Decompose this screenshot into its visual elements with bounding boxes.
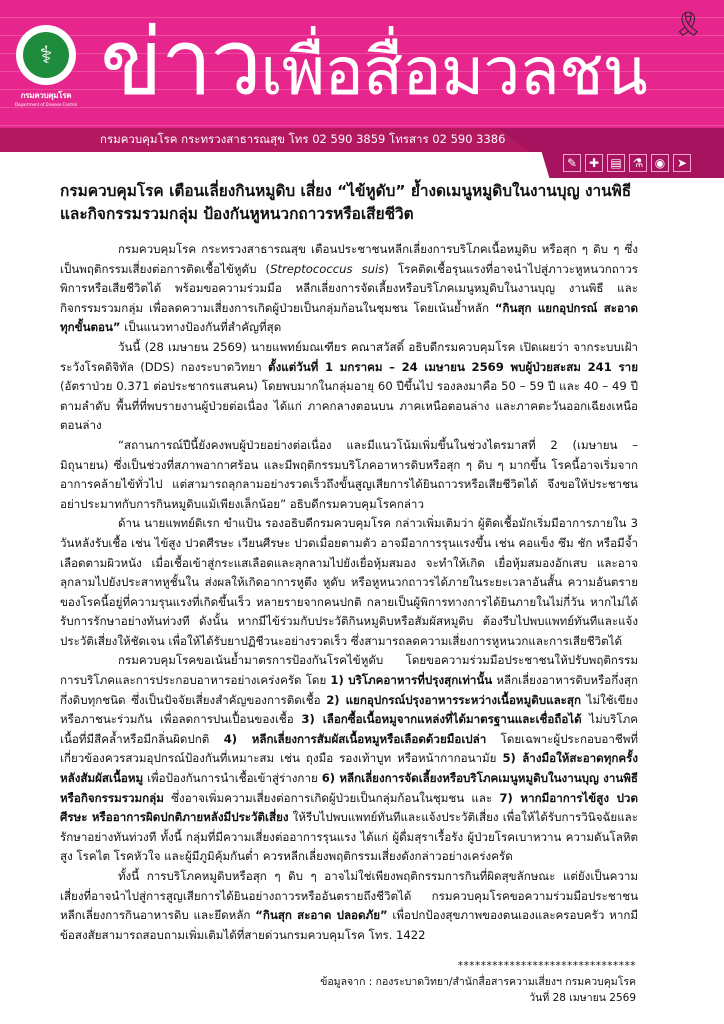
measure-3-text: ไม่บริโภคเนื้อที่มีสีคล้ำหรือมีกลิ่นผิดปกติ [60,712,638,746]
mourning-ribbon-icon: 🎗 [673,10,704,38]
case-count-highlight: ตั้งแต่วันที่ 1 มกราคม – 24 เมษายน 2569 พบผู้ป่วยสะสม 241 ราย [268,359,638,374]
article-headline: กรมควบคุมโรค เตือนเลี่ยงกินหมูดิบ เสี่ยง “ไข้หูดับ” ย้ำงดเมนูหมูดิบในงานบุญ งานพิธี และกิจกรรมรวมกลุ่ม ป้องกันหูหนวกถาวรหรือเสียชีวิต [60,182,632,223]
p6-text-a: ทั้งนี้ การบริโภคหมูดิบหรือสุก ๆ ดิบ ๆ อาจไม่ใช่เพียงพฤติกรรมการกินที่ผิดสุขลักษณะ แต่ยังเป็นความเสี่ยงที่อาจนำไปสู่การสูญเสียการได้ยินอย่างถาวรหรืออันตรายถึงชีวิตได้ กรมควบคุมโรคขอความร่วมมือประชาชนหลีกเลี่ยงการกินอาหารดิบ และยึดหลัก [60,869,638,923]
paragraph-5 [60,651,638,867]
medical-cross-icon: ✚ [585,154,603,172]
measure-4-text: โดยเฉพาะผู้ประกอบอาชีพที่เกี่ยวข้องควรสวมอุปกรณ์ป้องกันที่เหมาะสม เช่น ถุงมือ รองเท้าบูท หรือหน้ากากอนามัย [60,731,638,766]
slogan-2: “กินสุก สะอาด ปลอดภัย” [255,908,388,923]
paragraph-3: “สถานการณ์ปีนี้ยังคงพบผู้ป่วยอย่างต่อเนื่อง และมีแนวโน้มเพิ่มขึ้นในช่วงไตรมาสที่ 2 (เมษายน – มิถุนายน) ซึ่งเป็นช่วงที่สภาพอากาศร้อน และมีพฤติกรรมบริโภคอาหารดิบหรือสุก ๆ ดิบ ๆ มากขึ้น โรคนี้อาจเริ่มจากอาการคล้ายไข้ทั่วไป แต่สามารถลุกลามอย่างรวดเร็วถึงขั้นสูญเสียการได้ยินถาวรหรือเสียชีวิตได้ จึงขอให้ประชาชนอย่าประมาทกับการกินหมูดิบแม้เพียงเล็กน้อย” อธิบดีกรมควบคุมโรคกล่าว [60,437,638,511]
measure-6: 6) หลีกเลี่ยงการจัดเลี้ยงหรือบริโภคเมนูหมูดิบในงานบุญ งานพิธี หรือกิจกรรมรวมกลุ่ม [60,771,638,805]
speech-bubble-icon: ◉ [651,154,669,172]
divider-wedge [0,152,560,178]
logo-dept-th: กรมควบคุมโรค [20,91,72,100]
paragraph-2 [60,338,638,436]
page-title [100,8,647,127]
species-name: Streptococcus suis [270,261,385,276]
ministry-logo [12,25,80,113]
measure-5: 5) ล้างมือให้สะอาดทุกครั้งหลังสัมผัสเนื้อหมู [60,751,639,786]
p1-text-c: เป็นแนวทางป้องกันที่สำคัญที่สุด [120,320,282,335]
title-rest: เพื่อสื่อมวลชน [260,33,647,110]
measure-7: 7) หากมีอาการไข้สูง ปวดศีรษะ หรืออาการผิดปกติภายหลังมีประวัติเสี่ยง [60,790,638,825]
title-main: ข่าว [100,9,261,116]
measure-6-text: ซึ่งอาจเพิ่มความเสี่ยงต่อการเกิดผู้ป่วยเป็นกลุ่มก้อนในชุมชน และ [163,790,500,805]
measure-3: 3) เลือกซื้อเนื้อหมูจากแหล่งที่ได้มาตรฐานและเชื่อถือได้ [301,712,582,727]
p1-text-a: กรมควบคุมโรค กระทรวงสาธารณสุข เตือนประชาชนหลีกเลี่ยงการบริโภคเนื้อหมูดิบ หรือสุก ๆ ดิบ ๆ ซึ่งเป็นพฤติกรรมเสี่ยงต่อการติดเชื้อไข้หูดับ ( [60,242,638,276]
measure-2-text: ไม่ใช้เขียงหรือภาชนะร่วมกัน เพื่อลดการปนเปื้อนของเชื้อ [60,692,638,727]
slogan-1: “กินสุก แยกอุปกรณ์ สะอาดทุกขั้นตอน” [60,300,639,335]
icon-strip [563,154,691,172]
measure-5-text: เพื่อป้องกันการนำเชื้อเข้าสู่ร่างกาย [143,771,322,786]
release-date: วันที่ 28 เมษายน 2569 [529,992,636,1004]
paragraph-4: ด้าน นายแพทย์ดิเรก ขำแป้น รองอธิบดีกรมควบคุมโรค กล่าวเพิ่มเติมว่า ผู้ติดเชื้อมักเริ่มมีอาการภายใน 3 วันหลังรับเชื้อ เช่น ไข้สูง ปวดศีรษะ เวียนศีรษะ ปวดเมื่อยตามตัว อาจมีอาการรุนแรงขึ้น เช่น คอแข็ง ซึม ชัก หรือมีจ้ำเลือดตามผิวหนัง เมื่อเชื้อเข้าสู่กระแสเลือดและลุกลามไปยังเยื่อหุ้มสมอง จะทำให้เกิด เยื่อหุ้มสมองอักเสบ และอาจลุกลามไปยังประสาทหูชั้นใน ส่งผลให้เกิดอาการหูตึง หูดับ หรือหูหนวกถาวรได้ภายในระยะเวลาอันสั้น ความอันตรายของโรคนี้อยู่ที่ความรุนแรงที่เกิดขึ้นเร็ว หลายรายจากคนปกติ กลายเป็นผู้พิการทางการได้ยินภายในไม่กี่วัน หากไม่ได้รับการรักษาอย่างทันท่วงที ดังนั้น หากมีไข้ร่วมกับประวัติกินหมูดิบหรือสัมผัสหมูดิบ ต้องรีบไปพบแพทย์ทันทีและแจ้งประวัติเสี่ยงให้ชัดเจน เพื่อให้ได้รับยาปฏิชีวนะอย่างรวดเร็ว ซึ่งสามารถลดความเสี่ยงการหูหนวกและการเสียชีวิตได้ [60,516,638,648]
measure-1-text: หลีกเลี่ยงอาหารดิบหรือกึ่งสุกกึ่งดิบทุกชนิด ซึ่งเป็นปัจจัยเสี่ยงสำคัญของการติดเชื้อ [60,673,638,707]
measure-7-text: ให้รีบไปพบแพทย์ทันทีและแจ้งประวัติเสี่ยง เพื่อให้ได้รับการวินิจฉัยและรักษาอย่างทันท่วงที ทั้งนี้ กลุ่มที่มีความเสี่ยงต่ออาการรุนแรง ได้แก่ ผู้ดื่มสุราเรื้อรัง ผู้ป่วยโรคเบาหวาน ความดันโลหิตสูง โรคไต โรคหัวใจ และผู้มีภูมิคุ้มกันต่ำ ควรหลีกเลี่ยงพฤติกรรมเสี่ยงดังกล่าวอย่างเคร่งครัด [60,810,638,864]
p5-intro: กรมควบคุมโรคขอเน้นย้ำมาตรการป้องกันโรคไข้หูดับ โดยขอความร่วมมือประชาชนให้ปรับพฤติกรรมการบริโภคและการประกอบอาหารอย่างเคร่งครัด โดย [60,653,638,688]
article-footer [320,958,636,1006]
caduceus-icon: ⚕ [23,32,69,78]
logo-dept-en: Department of Disease Control [14,102,78,107]
paragraph-6 [60,867,638,945]
separator-stars: ******************************* [457,960,636,972]
paragraph-1 [60,240,638,338]
megaphone-icon: ➤ [673,154,691,172]
seal [16,25,76,85]
p1-text-b: ) โรคติดเชื้อรุนแรงที่อาจนำไปสู่ภาวะหูหนวกถาวร พิการหรือเสียชีวิตได้ พร้อมขอความร่วมมือ หลีกเลี่ยงการจัดเลี้ยงหรือบริโภคเมนูหมูดิบในงานบุญ งานพิธี และกิจกรรมรวมกลุ่ม เพื่อลดความเสี่ยงการเกิดผู้ป่วยเป็นกลุ่มก้อนในชุมชน โดยเน้นย้ำหลัก [60,261,638,315]
syringe-icon: ✎ [563,154,581,172]
p2-text-a: วันนี้ (28 เมษายน 2569) นายแพทย์มณเฑียร คณาสวัสดิ์ อธิบดีกรมควบคุมโรค เปิดเผยว่า จากระบบเฝ้าระวังโรคดิจิทัล (DDS) กองระบาดวิทยา [60,339,638,374]
flask-icon: ⚗ [629,154,647,172]
source-credit: ข้อมูลจาก : กองระบาดวิทยา/สำนักสื่อสารความเสี่ยงฯ กรมควบคุมโรค [320,976,636,988]
measure-4: 4) หลีกเลี่ยงการสัมผัสเนื้อหมูหรือเลือดด้วยมือเปล่า [223,731,487,746]
contact-line: กรมควบคุมโรค กระทรวงสาธารณสุข โทร 02 590 3859 โทรสาร 02 590 3386 [100,132,506,146]
article [60,180,638,945]
p6-text-b: เพื่อปกป้องสุขภาพของตนเองและครอบครัว หากมีข้อสงสัยสามารถสอบถามเพิ่มเติมได้ที่สายด่วนกรมควบคุมโรค โทร. 1422 [60,908,638,942]
p2-text-b: (อัตราป่วย 0.371 ต่อประชากรแสนคน) โดยพบมากในกลุ่มอายุ 60 ปีขึ้นไป รองลงมาคือ 50 – 59 ปี และ 40 – 49 ปี ตามลำดับ พื้นที่ที่พบรายงานผู้ป่วยต่อเนื่อง ได้แก่ ภาคกลางตอนบน ภาคเหนือตอนล่าง และภาคตะวันออกเฉียงเหนือตอนล่าง [60,379,638,433]
measure-2: 2) แยกอุปกรณ์ปรุงอาหารระหว่างเนื้อหมูดิบและสุก [326,692,582,707]
measure-1: 1) บริโภคอาหารที่ปรุงสุกเท่านั้น [330,673,493,688]
clipboard-icon: ▤ [607,154,625,172]
